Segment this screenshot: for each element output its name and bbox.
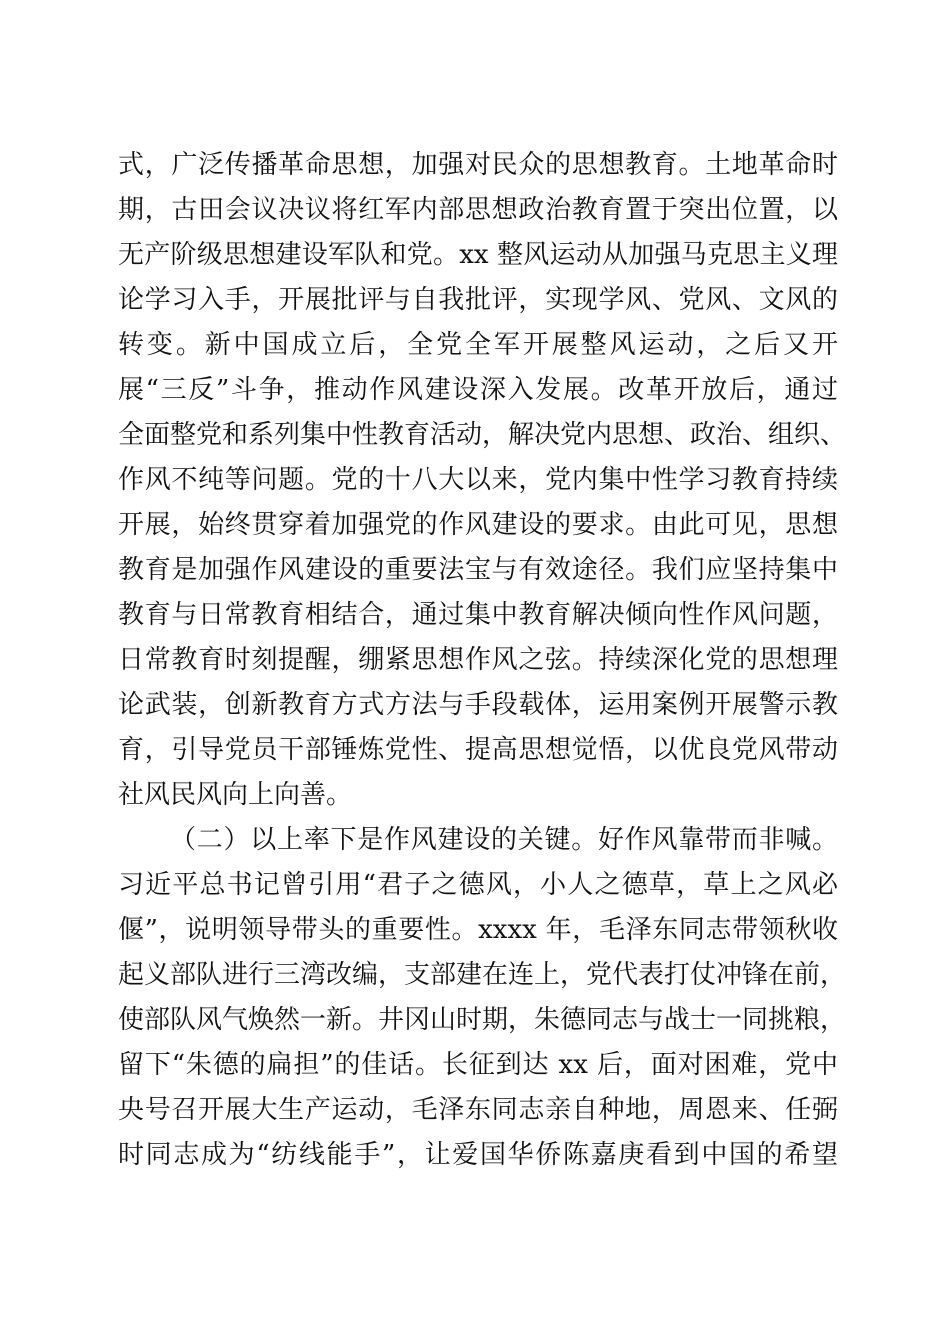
- text-line: 育，引导党员干部锤炼党性、提高思想觉悟，以优良党风带动: [118, 735, 838, 765]
- text-line: 使部队风气焕然一新。井冈山时期，朱德同志与战士一同挑粮，: [118, 1005, 847, 1035]
- text-line: 央号召开展大生产运动，毛泽东同志亲自种地，周恩来、任弼: [118, 1095, 838, 1125]
- text-line: 论学习入手，开展批评与自我批评，实现学风、党风、文风的: [118, 285, 838, 315]
- text-line: 习近平总书记曾引用“君子之德风，小人之德草，草上之风必: [118, 870, 838, 900]
- text-line: 式，广泛传播革命思想，加强对民众的思想教育。土地革命时: [118, 150, 838, 180]
- text-line: 期，古田会议决议将红军内部思想政治教育置于突出位置，以: [118, 195, 838, 225]
- text-line: 偃”，说明领导带头的重要性。xxxx 年，毛泽东同志带领秋收: [118, 915, 838, 945]
- text-line: 教育与日常教育相结合，通过集中教育解决倾向性作风问题，: [118, 600, 838, 630]
- text-line: 论武装，创新教育方式方法与手段载体，运用案例开展警示教: [118, 690, 838, 720]
- text-line: 转变。新中国成立后，全党全军开展整风运动，之后又开: [118, 330, 838, 360]
- text-line: 日常教育时刻提醒，绷紧思想作风之弦。持续深化党的思想理: [118, 645, 838, 675]
- text-line: 无产阶级思想建设军队和党。xx 整风运动从加强马克思主义理: [118, 240, 838, 270]
- text-line: 起义部队进行三湾改编，支部建在连上，党代表打仗冲锋在前，: [118, 960, 847, 990]
- text-line: 留下“朱德的扁担”的佳话。长征到达 xx 后，面对困难，党中: [118, 1050, 838, 1080]
- text-line: 作风不纯等问题。党的十八大以来，党内集中性学习教育持续: [118, 465, 838, 495]
- section-heading-line: （二）以上率下是作风建设的关键。好作风靠带而非喊。: [170, 825, 838, 855]
- text-line: 时同志成为“纺线能手”，让爱国华侨陈嘉庚看到中国的希望: [118, 1140, 838, 1170]
- text-line: 展“三反”斗争，推动作风建设深入发展。改革开放后，通过: [118, 375, 838, 405]
- text-line: 教育是加强作风建设的重要法宝与有效途径。我们应坚持集中: [118, 555, 838, 585]
- text-line: 社风民风向上向善。: [118, 780, 353, 810]
- text-line: 开展，始终贯穿着加强党的作风建设的要求。由此可见，思想: [118, 510, 838, 540]
- paragraph-1: [118, 143, 847, 818]
- paragraph-2: [118, 818, 847, 1178]
- body-text: [118, 143, 847, 1178]
- text-line: 全面整党和系列集中性教育活动，解决党内思想、政治、组织、: [118, 420, 847, 450]
